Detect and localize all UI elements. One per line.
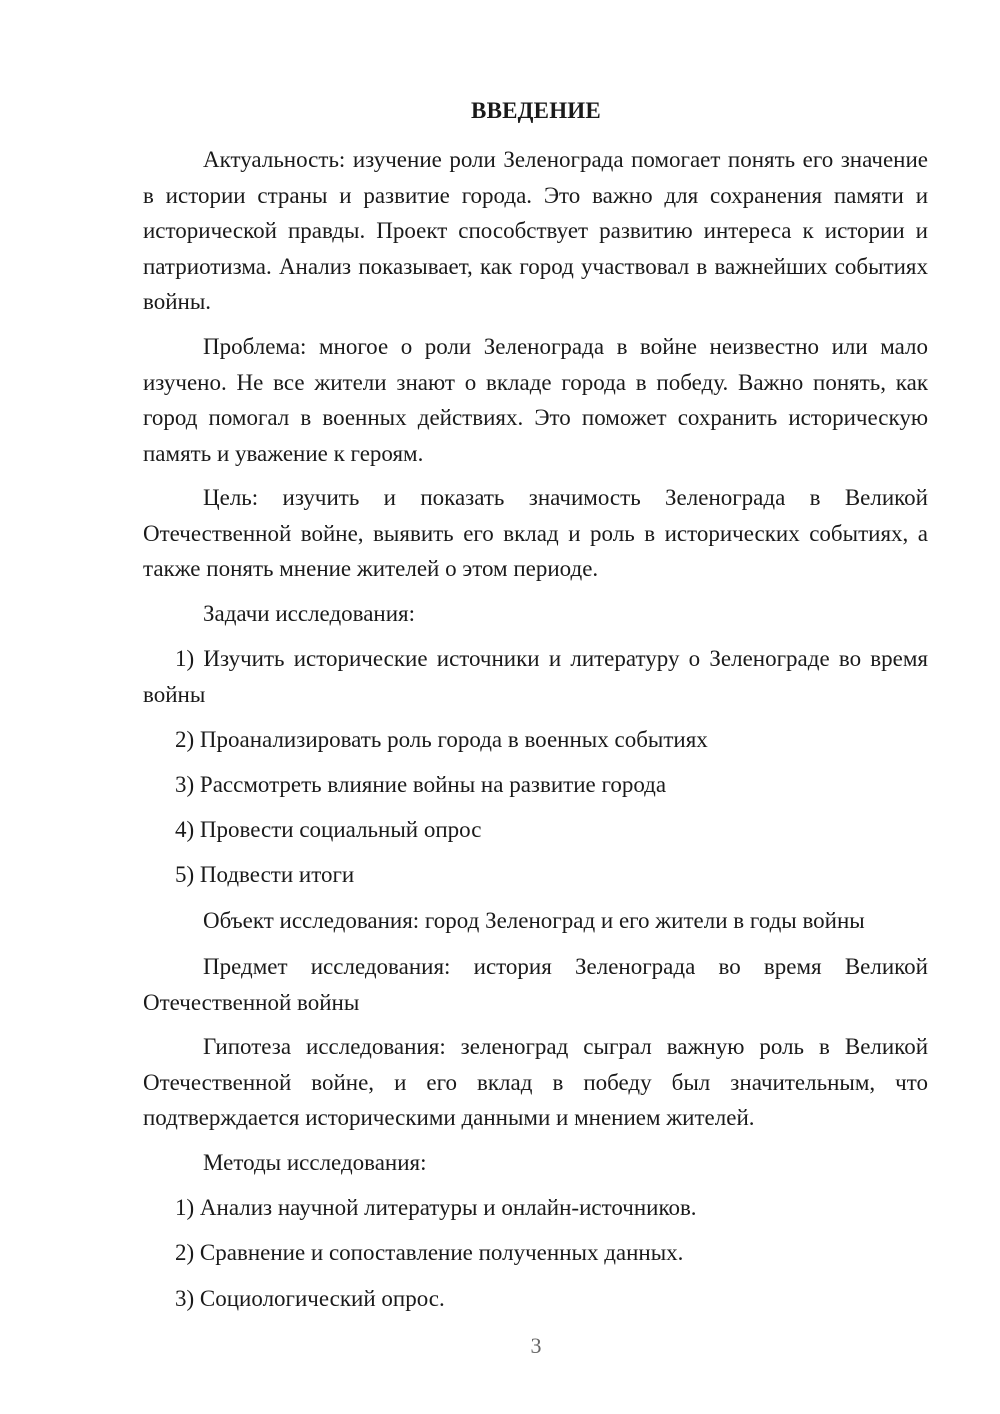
task-item-4: 4) Провести социальный опрос (175, 817, 482, 842)
task-item-1: 1) Изучить исторические источники и литературу о Зеленограде во время войны (143, 646, 928, 707)
task-item-3: 3) Рассмотреть влияние войны на развитие города (175, 772, 667, 797)
goal-paragraph: Цель: изучить и показать значимость Зеленограда в Великой Отечественной войне, выявить его вклад и роль в исторических событиях, а также понять мнение жителей о этом периоде. (143, 485, 928, 581)
method-item-1: 1) Анализ научной литературы и онлайн-источников. (175, 1195, 697, 1220)
hypothesis-paragraph: Гипотеза исследования: зеленоград сыграл важную роль в Великой Отечественной войне, и его вклад в победу был значительным, что подтверждается историческими данными и мнением жителей. (143, 1034, 928, 1130)
method-item-2: 2) Сравнение и сопоставление полученных данных. (175, 1240, 684, 1265)
relevance-paragraph: Актуальность: изучение роли Зеленограда помогает понять его значение в истории страны и развитие города. Это важно для сохранения памяти и исторической правды. Проект способствует развитию интереса к истории и патриотизма. Анализ показывает, как город участвовал в важнейших событиях войны. (143, 147, 928, 314)
subject-paragraph: Предмет исследования: история Зеленограда во время Великой Отечественной войны (143, 954, 928, 1015)
page-number: 3 (530, 1333, 542, 1358)
tasks-heading: Задачи исследования: (203, 601, 416, 626)
task-item-5: 5) Подвести итоги (175, 862, 355, 887)
task-item-2: 2) Проанализировать роль города в военных событиях (175, 727, 708, 752)
object-paragraph: Объект исследования: город Зеленоград и его жители в годы войны (203, 908, 865, 933)
methods-heading: Методы исследования: (203, 1150, 427, 1175)
method-item-3: 3) Социологический опрос. (175, 1286, 445, 1311)
problem-paragraph: Проблема: многое о роли Зеленограда в войне неизвестно или мало изучено. Не все жители знают о вкладе города в победу. Важно понять, как город помогал в военных действиях. Это поможет сохранить историческую память и уважение к героям. (143, 334, 928, 466)
section-title: ВВЕДЕНИЕ (471, 98, 601, 123)
